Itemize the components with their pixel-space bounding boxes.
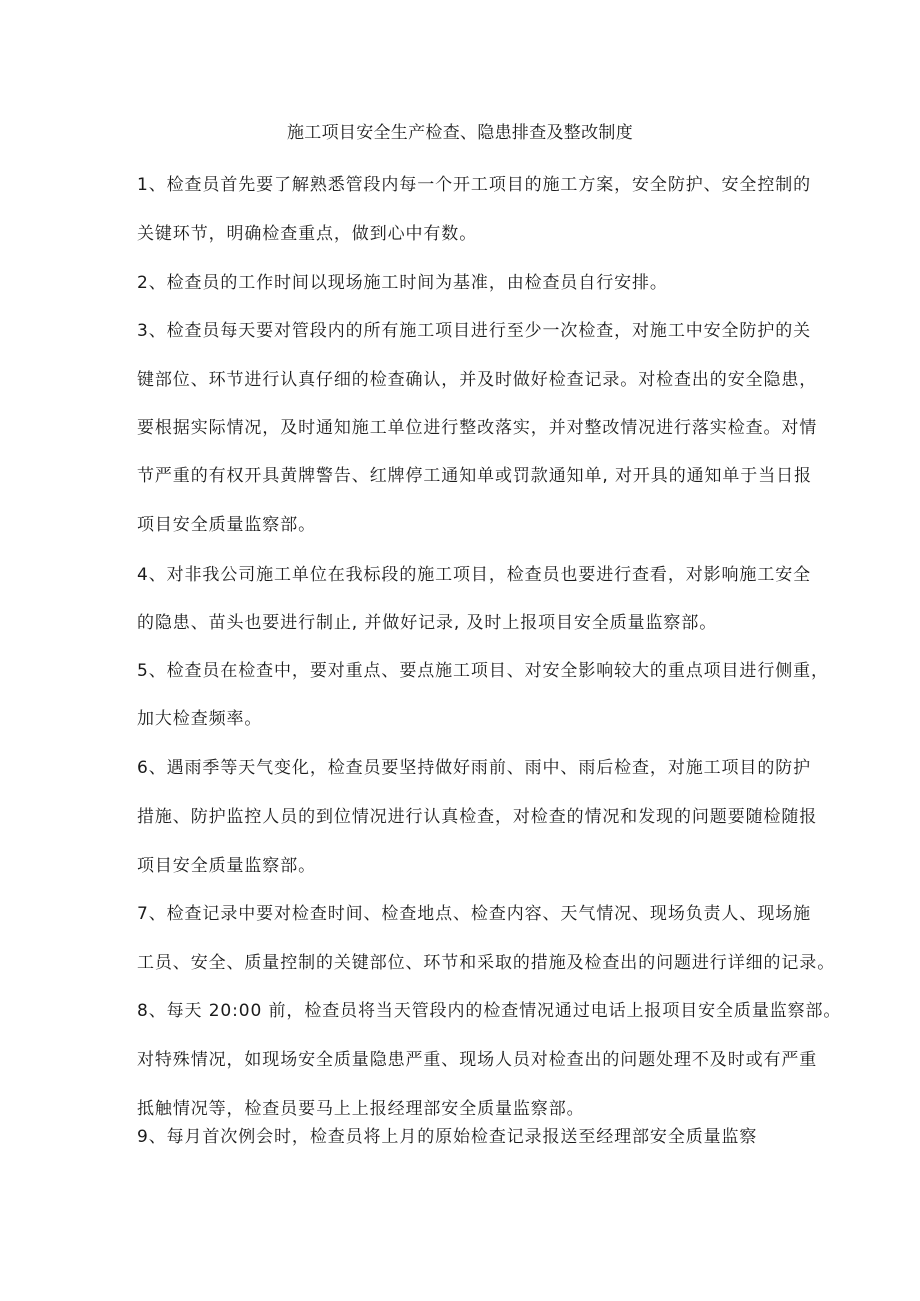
text-line: 键部位、环节进行认真仔细的检查确认，并及时做好检查记录。对检查出的安全隐患，	[137, 370, 818, 390]
text-line: 2、检查员的工作时间以现场施工时间为基准，由检查员自行安排。	[137, 273, 668, 293]
text-line: 要根据实际情况，及时通知施工单位进行整改落实，并对整改情况进行落实检查。对情	[137, 418, 818, 438]
text-line: 关键环节，明确检查重点，做到心中有数。	[137, 224, 478, 244]
text-line: 加大检查频率。	[137, 709, 263, 729]
text-line: 7、检查记录中要对检查时间、检查地点、检查内容、天气情况、现场负责人、现场施	[137, 904, 812, 924]
text-line: 措施、防护监控人员的到位情况进行认真检查，对检查的情况和发现的问题要随检随报	[137, 807, 818, 827]
text-line: 8、每天 20:00 前，检查员将当天管段内的检查情况通过电话上报项目安全质量监察部。	[137, 1001, 842, 1021]
text-line: 6、遇雨季等天气变化，检查员要坚持做好雨前、雨中、雨后检查，对施工项目的防护	[137, 758, 812, 778]
text-line: 1、检查员首先要了解熟悉管段内每一个开工项目的施工方案，安全防护、安全控制的	[137, 175, 812, 195]
text-line: 项目安全质量监察部。	[137, 856, 316, 876]
text-line: 3、检查员每天要对管段内的所有施工项目进行至少一次检查，对施工中安全防护的关	[137, 321, 812, 341]
text-line: 抵触情况等，检查员要马上上报经理部安全质量监察部。	[137, 1099, 585, 1119]
text-line: 项目安全质量监察部。	[137, 515, 316, 535]
text-line: 5、检查员在检查中，要对重点、要点施工项目、对安全影响较大的重点项目进行侧重，	[137, 661, 829, 681]
text-line: 节严重的有权开具黄牌警告、红牌停工通知单或罚款通知单, 对开具的通知单于当日报	[137, 466, 812, 486]
text-line: 对特殊情况，如现场安全质量隐患严重、现场人员对检查出的问题处理不及时或有严重	[137, 1050, 818, 1070]
text-line: 9、每月首次例会时，检查员将上月的原始检查记录报送至经理部安全质量监察	[137, 1127, 758, 1147]
text-line: 工员、安全、质量控制的关键部位、环节和采取的措施及检查出的问题进行详细的记录。	[137, 953, 836, 973]
text-line: 4、对非我公司施工单位在我标段的施工项目，检查员也要进行查看，对影响施工安全	[137, 565, 812, 585]
text-line: 的隐患、苗头也要进行制止, 并做好记录, 及时上报项目安全质量监察部。	[137, 613, 718, 633]
document-title: 施工项目安全生产检查、隐患排查及整改制度	[287, 123, 633, 143]
